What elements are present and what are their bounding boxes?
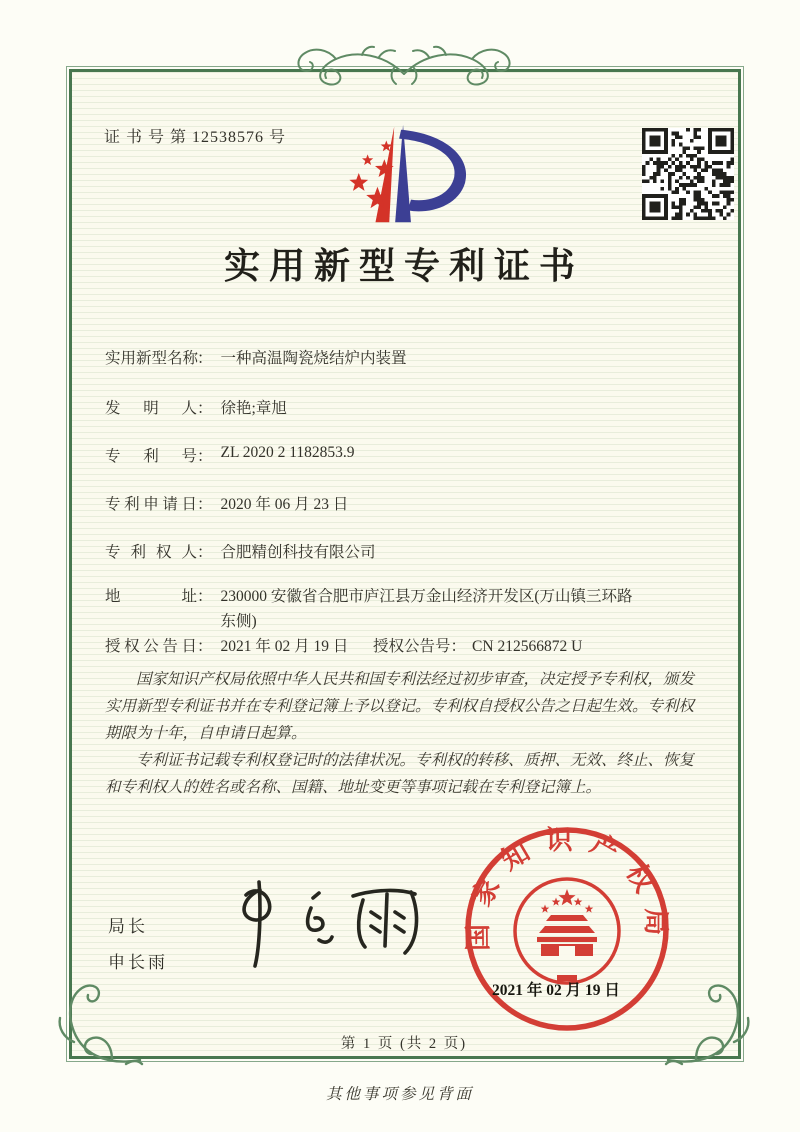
field-row-utility-model-name: 实用新型名称： 一种高温陶瓷烧结炉内装置: [105, 346, 407, 368]
field-label: 地 址: [105, 588, 197, 605]
back-note: 其他事项参见背面: [325, 1086, 474, 1103]
signer-name: 申长雨: [108, 953, 168, 972]
field-value: 徐艳;章旭: [220, 400, 287, 417]
field-label: 专 利 号: [105, 448, 197, 465]
field-label: 专 利 权 人: [105, 544, 197, 561]
signature-icon: [215, 878, 425, 973]
field-row-patentee: 专 利 权 人： 合肥精创科技有限公司: [105, 540, 376, 562]
signer-title: 局长: [108, 917, 148, 936]
corner-flourish-right-icon: [664, 976, 760, 1072]
page-indicator: 第 1 页 (共 2 页): [340, 1036, 468, 1052]
field-value: 2020 年 06 月 23 日: [220, 496, 349, 513]
corner-flourish-left-icon: [48, 976, 144, 1072]
field-label: 专利申请日: [105, 496, 197, 513]
dragon-ornament-icon: [284, 44, 524, 92]
field-row-grant: [105, 634, 705, 658]
cnipa-seal-icon: [462, 824, 672, 1034]
field-value: ZL 2020 2 1182853.9: [220, 444, 355, 461]
field-row-patent-number: 专 利 号： ZL 2020 2 1182853.9: [105, 444, 355, 465]
field-value: 合肥精创科技有限公司: [220, 544, 376, 561]
grant-date: 授权公告日： 2021 年 02 月 19 日: [105, 638, 349, 655]
grant-number: 授权公告号： CN 212566872 U: [373, 638, 583, 655]
legal-paragraph-2: 专利证书记载专利权登记时的法律状况。专利权的转移、质押、无效、终止、恢复和专利权人的姓名或名称、国籍、地址变更等事项记载在专利登记簿上。: [105, 752, 695, 796]
field-label: 实用新型名称: [105, 350, 199, 367]
field-row-address: 地 址： 230000 安徽省合肥市庐江县万金山经济开发区(万山镇三环路东侧): [105, 584, 665, 634]
legal-paragraph-1: 国家知识产权局依照中华人民共和国专利法经过初步审查，决定授予专利权，颁发实用新型专利证书并在专利登记簿上予以登记。专利权自授权公告之日起生效。专利权期限为十年，自申请日起算。: [105, 671, 695, 742]
cnipa-logo-icon: [332, 112, 480, 236]
field-label: 发 明 人: [105, 400, 197, 417]
certificate-number: 证 书 号 第 12538576 号: [104, 129, 287, 146]
field-value: 一种高温陶瓷烧结炉内装置: [220, 350, 407, 367]
field-row-inventor: 发 明 人： 徐艳;章旭: [105, 396, 287, 418]
legal-text: [105, 666, 705, 801]
field-row-filing-date: 专利申请日： 2020 年 06 月 23 日: [105, 492, 348, 514]
svg-text:国家知识产权局: 国家知识产权局: [462, 825, 672, 952]
certificate-title: 实用新型专利证书: [223, 246, 584, 286]
seal-date: 2021 年 02 月 19 日: [492, 982, 620, 999]
qr-code: [642, 128, 734, 220]
field-value: 230000 安徽省合肥市庐江县万金山经济开发区(万山镇三环路东侧): [220, 588, 633, 630]
